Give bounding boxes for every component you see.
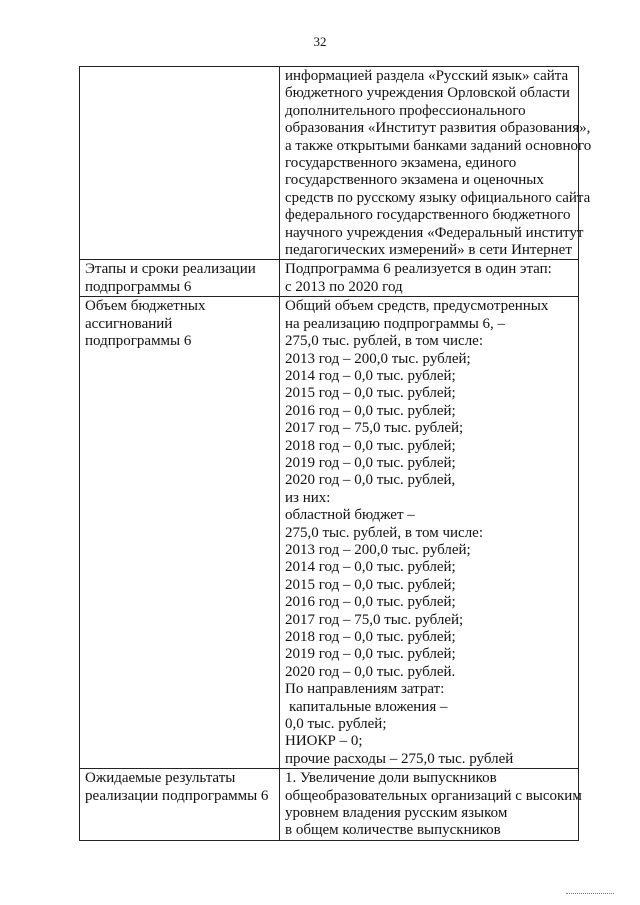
text-line: 0,0 тыс. рублей; (285, 716, 387, 733)
text-line: 1. Увеличение доли выпускников (285, 770, 497, 787)
text-line: а также открытыми банками заданий основного (285, 137, 592, 154)
label-line: реализации подпрограммы 6 (85, 787, 269, 804)
text-line: 2020 год – 0,0 тыс. рублей. (285, 663, 456, 680)
text-line: Общий объем средств, предусмотренных (285, 298, 549, 315)
text-line: государственного экзамена, единого (285, 155, 517, 172)
row-value-cell (280, 297, 579, 769)
text-line: 2015 год – 0,0 тыс. рублей; (285, 576, 456, 593)
text-line: бюджетного учреждения Орловской области (285, 85, 570, 102)
text-line: образования «Институт развития образования», (285, 120, 591, 137)
text-line: прочие расходы – 275,0 тыс. рублей (285, 750, 514, 767)
label-line: Ожидаемые результаты (85, 770, 236, 787)
row-label-cell (80, 297, 280, 769)
text-line: на реализацию подпрограммы 6, – (285, 315, 506, 332)
text-line: 2019 год – 0,0 тыс. рублей; (285, 454, 456, 471)
table-row (80, 67, 579, 260)
text-line: информацией раздела «Русский язык» сайта (285, 68, 569, 84)
label-line: Этапы и сроки реализации (85, 261, 256, 278)
text-line: 2017 год – 75,0 тыс. рублей; (285, 611, 464, 628)
row-label-cell (80, 260, 280, 297)
page-number: 32 (313, 34, 327, 49)
row-label-cell (80, 67, 280, 260)
row-value-cell (280, 67, 592, 260)
table-row (80, 297, 579, 769)
table-row (80, 260, 579, 297)
label-line: подпрограммы 6 (85, 333, 192, 350)
text-line: общеобразовательных организаций с высоким (285, 787, 582, 804)
text-line: НИОКР – 0; (285, 733, 363, 750)
label-line: ассигнований (85, 315, 173, 332)
text-line: научного учреждения «Федеральный институт (285, 224, 584, 241)
footer-mark (566, 893, 614, 894)
text-line: 2016 год – 0,0 тыс. рублей; (285, 594, 456, 611)
text-line: 2018 год – 0,0 тыс. рублей; (285, 437, 456, 454)
row-value-cell (280, 769, 582, 841)
label-line: Объем бюджетных (85, 298, 206, 315)
text-line: 2017 год – 75,0 тыс. рублей; (285, 420, 464, 437)
text-line: федерального государственного бюджетного (285, 207, 571, 224)
text-line: с 2013 по 2020 год (285, 278, 403, 295)
text-line: 2014 год – 0,0 тыс. рублей; (285, 559, 456, 576)
text-line: 2018 год – 0,0 тыс. рублей; (285, 629, 456, 645)
text-line: дополнительного профессионального (285, 102, 526, 119)
text-line: 275,0 тыс. рублей, в том числе: (285, 524, 484, 541)
text-line: По направлениям затрат: (285, 681, 445, 698)
row-value-cell (280, 260, 579, 297)
text-line: средств по русскому языку официального сайта (285, 189, 591, 206)
text-line: педагогических измерений» в сети Интернет (285, 242, 572, 259)
row-label-cell (80, 769, 280, 841)
text-line: 2020 год – 0,0 тыс. рублей, (285, 472, 456, 489)
text-line: уровнем владения русским языком (285, 805, 508, 822)
text-line: 2019 год – 0,0 тыс. рублей; (285, 646, 456, 663)
text-line: областной бюджет – (285, 507, 415, 524)
text-line: 2016 год – 0,0 тыс. рублей; (285, 402, 456, 419)
text-line: 2014 год – 0,0 тыс. рублей; (285, 367, 456, 384)
text-line: 2015 год – 0,0 тыс. рублей; (285, 385, 456, 402)
table-row (80, 769, 579, 841)
text-line: 2013 год – 200,0 тыс. рублей; (285, 350, 471, 367)
text-line: капитальные вложения – (289, 698, 448, 715)
text-line: государственного экзамена и оценочных (285, 172, 544, 189)
text-line: 275,0 тыс. рублей, в том числе: (285, 333, 484, 350)
label-line: подпрограммы 6 (85, 278, 192, 295)
passport-table (79, 66, 592, 841)
text-line: Подпрограмма 6 реализуется в один этап: (285, 261, 552, 278)
text-line: 2013 год – 200,0 тыс. рублей; (285, 541, 471, 558)
text-line: из них: (285, 489, 331, 506)
text-line: в общем количестве выпускников (285, 822, 501, 839)
